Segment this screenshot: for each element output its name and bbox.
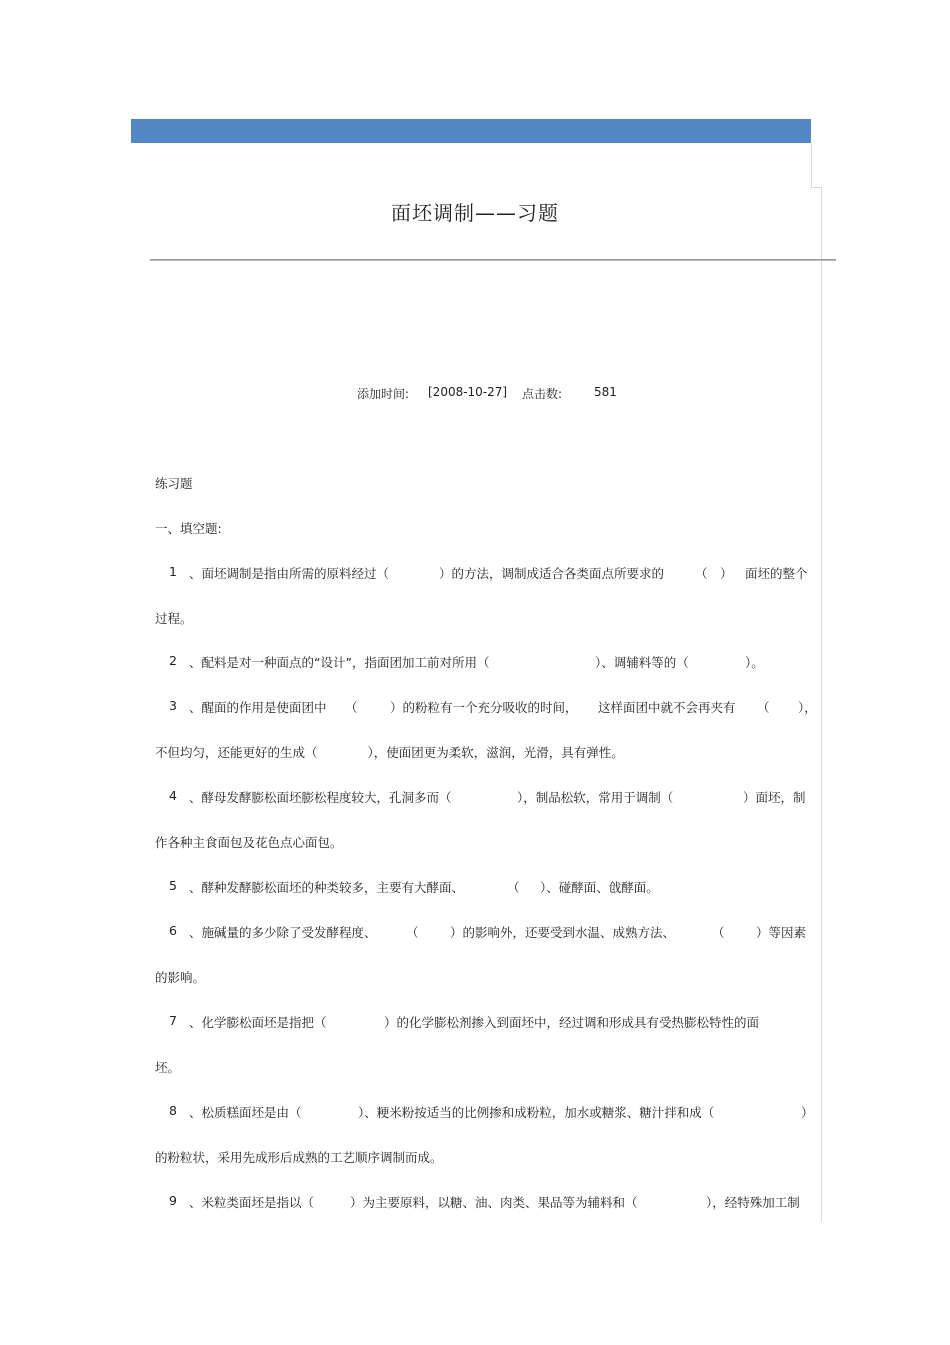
question-number: 7 <box>169 1013 177 1028</box>
question-number: 2 <box>169 653 177 668</box>
question-blank: （ <box>406 925 419 940</box>
question-number: 4 <box>169 788 177 803</box>
part-heading: 一、填空题: <box>155 521 222 536</box>
document-title: 面坯调制——习题 <box>391 201 559 225</box>
question-text: ）的影响外，还要受到水温、成熟方法、 <box>450 925 676 940</box>
click-count-label: 点击数: <box>522 387 563 401</box>
question-number: 9 <box>169 1193 177 1208</box>
question-text: ）等因素 <box>756 925 807 940</box>
question-blank: （ <box>507 880 520 895</box>
question-text: ）面坯，制 <box>743 790 806 805</box>
question-number: 8 <box>169 1103 177 1118</box>
question-text: 、松质糕面坯是由（ <box>189 1105 302 1120</box>
question-text: 这样面团中就不会再夹有 <box>598 700 736 715</box>
question-text: 、米粒类面坯是指以（ <box>189 1195 315 1210</box>
question-continuation: 作各种主食面包及花色点心面包。 <box>155 835 343 850</box>
question-number: 5 <box>169 878 177 893</box>
question-text: ）、调辅料等的（ <box>595 655 689 670</box>
question-text: 、酵种发酵膨松面坯的种类较多，主要有大酵面、 <box>189 880 465 895</box>
question-blank: （ <box>345 700 358 715</box>
question-text: ）、碰酵面、戗酵面。 <box>540 880 659 895</box>
question-continuation: 坯。 <box>155 1060 181 1075</box>
section-heading: 练习题 <box>155 476 193 491</box>
question-text: ），经特殊加工制 <box>706 1195 800 1210</box>
question-number: 3 <box>169 698 177 713</box>
question-continuation: 过程。 <box>155 611 193 626</box>
question-number: 6 <box>169 923 177 938</box>
question-text: 、面坯调制是指由所需的原料经过（ <box>189 566 390 581</box>
question-text: ）、粳米粉按适当的比例掺和成粉粒，加水或糖浆、糖汁拌和成（ <box>358 1105 715 1120</box>
question-text: ）的化学膨松剂掺入到面坯中，经过调和形成具有受热膨松特性的面 <box>384 1015 760 1030</box>
question-text: 面坯的整个 <box>745 566 808 581</box>
header-accent-bar <box>131 119 811 143</box>
question-text: 、化学膨松面坯是指把（ <box>189 1015 327 1030</box>
question-text: 、酵母发酵膨松面坯膨松程度较大，孔洞多而（ <box>189 790 452 805</box>
question-continuation: 的粉粒状，采用先成形后成熟的工艺顺序调制而成。 <box>155 1150 443 1165</box>
question-text: ）为主要原料，以糖、油、肉类、果品等为辅料和（ <box>350 1195 638 1210</box>
question-text: ）的方法，调制成适合各类面点所要求的 <box>439 566 665 581</box>
question-number: 1 <box>169 564 177 579</box>
question-text: ）。 <box>745 655 764 670</box>
question-blank: （ <box>712 925 725 940</box>
question-text: ），制品松软，常用于调制（ <box>517 790 674 805</box>
question-text: 、配料是对一种面点的“设计”，指面团加工前对所用（ <box>189 655 490 670</box>
question-blank: （ ） <box>695 566 733 581</box>
question-continuation: 不但均匀，还能更好的生成（ ），使面团更为柔软，滋润，光滑，具有弹性。 <box>155 745 624 760</box>
page-edge-rule <box>821 187 822 1222</box>
question-text: 、醒面的作用是使面团中 <box>189 700 327 715</box>
question-text: ）的粉粒有一个充分吸收的时间， <box>390 700 578 715</box>
added-time-label: 添加时间: <box>357 387 410 401</box>
question-blank: （ <box>757 700 770 715</box>
question-text: 、施碱量的多少除了受发酵程度、 <box>189 925 377 940</box>
question-text: ） <box>801 1105 814 1120</box>
page-edge-rule <box>811 143 812 187</box>
added-time-value: [2008-10-27] <box>428 385 508 399</box>
click-count-value: 581 <box>594 385 617 399</box>
title-underline <box>150 259 836 261</box>
question-text: ）， <box>798 700 817 715</box>
question-continuation: 的影响。 <box>155 970 206 985</box>
